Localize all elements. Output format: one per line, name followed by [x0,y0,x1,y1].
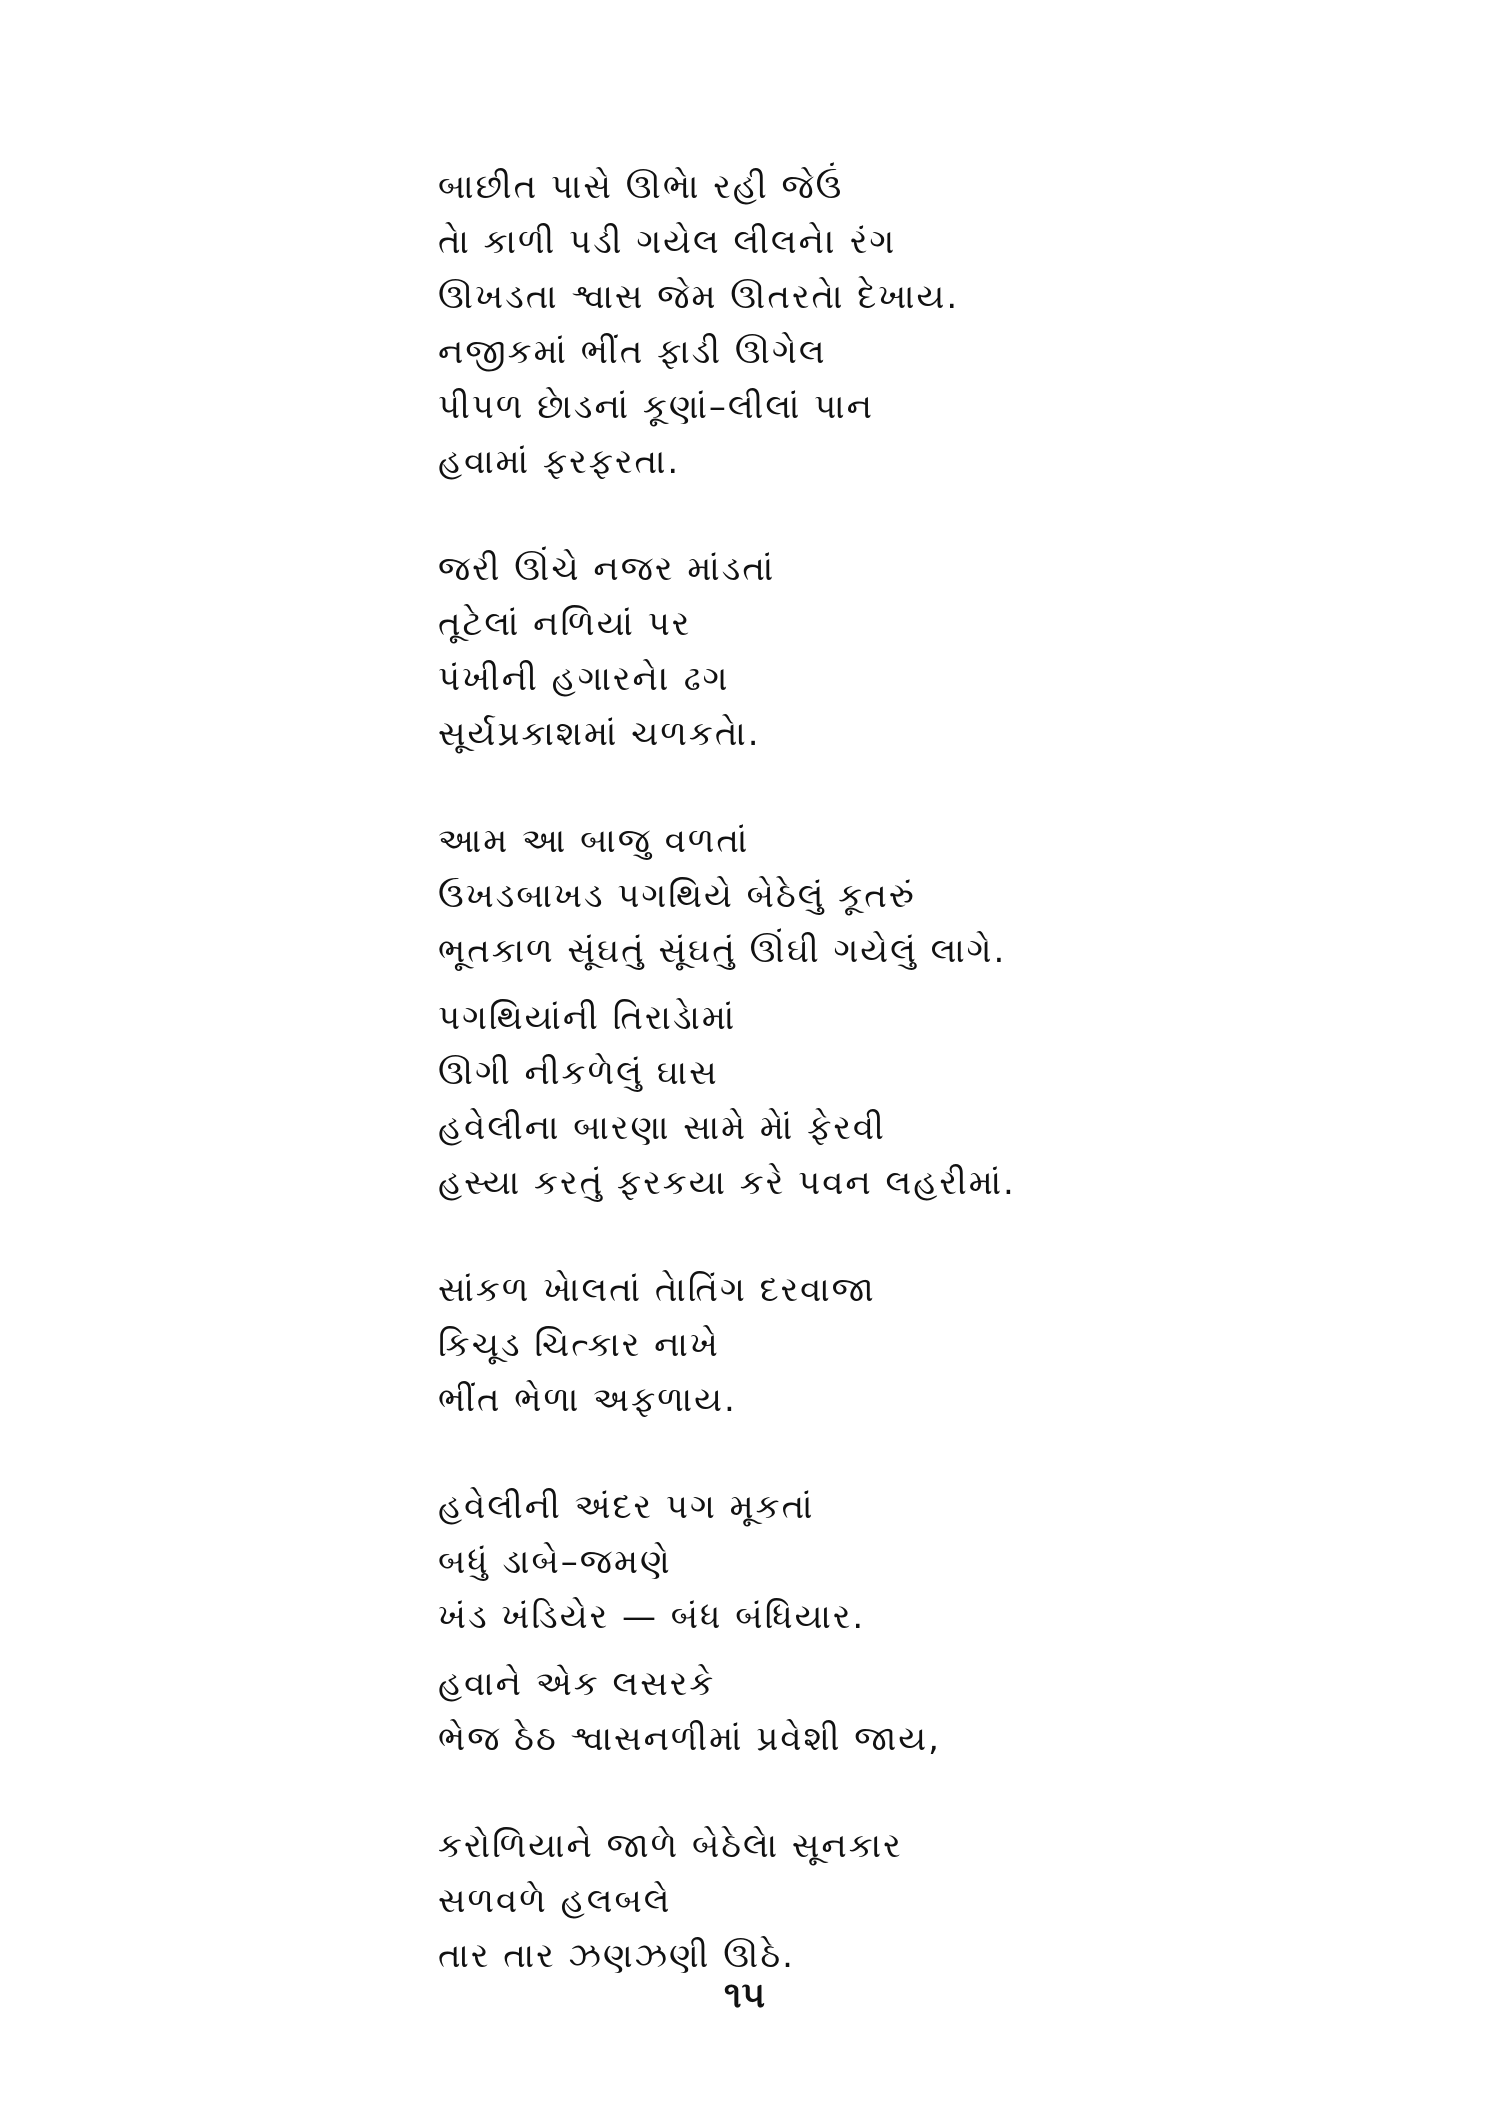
poem-line: સાંકળ ખેાલતાં તેાતિંગ દરવાજા [438,1270,876,1310]
poem-line: બાછીત પાસે ઊભેા રહી જેઉં [438,167,844,207]
poem-line: ઉખડબાખડ પગથિયે બેઠેલું કૂતરું [438,876,916,916]
stanza-gap [438,762,1388,814]
poem-line: ખંડ ખંડિયેર — બંધ બંધિયાર. [438,1597,866,1637]
poem-line: હવેલીની અંદર પગ મૂકતાં [438,1487,815,1527]
stanza-6 [438,1480,1388,1645]
poem-line: ભીંત ભેળા અફળાય. [438,1380,737,1420]
stanza-gap [438,1211,1388,1263]
poem-line: બધું ડાબે–જમણે [438,1542,672,1582]
poem-line: પંખીની હગારને। ઢગ [438,659,730,699]
stanza-7 [438,1657,1388,1767]
stanza-gap [438,490,1388,542]
poem-line: ભૂતકાળ સૂંઘતું સૂંઘતું ઊંઘી ગયેલું લાગે. [438,931,1007,971]
poem-line: ઊખડતા શ્વાસ જેમ ઊતરતેા દેખાય. [438,277,960,317]
poem-line: આમ આ બાજુ વળતાં [438,821,750,861]
stanza-gap [438,1767,1388,1819]
stanza-1 [438,160,1388,490]
stanza-gap [438,1428,1388,1480]
poem-line: તાર તાર ઝણઝણી ઊઠે. [438,1936,795,1976]
poem-line: સૂર્યપ્રકાશમાં ચળકતેા. [438,714,761,754]
poem-body [438,160,1388,1984]
stanza-8 [438,1819,1388,1984]
poem-line: હસ્યા કરતું ફરકયા કરે પવન લહરીમાં. [438,1163,1016,1203]
poem-line: સળવળે હલબલે [438,1881,672,1921]
stanza-2 [438,542,1388,762]
stanza-gap [438,979,1388,991]
stanza-5 [438,1263,1388,1428]
poem-line: ઊગી નીકળેલું ઘાસ [438,1053,719,1093]
poem-line: પગથિયાંની તિરાડેામાં [438,998,737,1038]
stanza-gap [438,1645,1388,1657]
poem-line: જરી ઊંચે નજર માંડતાં [438,549,776,589]
poem-line: તેા કાળી પડી ગયેલ લીલને। રંગ [438,222,897,262]
page-number: ૧૫ [723,1975,766,2016]
poem-line: હવેલીના બારણા સામે મેાં ફેરવી [438,1108,886,1148]
poem-line: કિચૂડ ચિત્કાર નાખે [438,1325,720,1365]
poem-line: હવામાં ફરફરતા. [438,442,681,482]
stanza-3 [438,814,1388,979]
poem-line: તૂટેલાં નળિયાં પર [438,604,692,644]
poem-line: નજીકમાં ભીંત ફાડી ઊગેલ [438,332,827,372]
poem-line: ભેજ ઠેઠ શ્વાસનળીમાં પ્રવેશી જાય, [438,1719,941,1759]
poem-line: કરોળિયાને જાળે બેઠેલેા સૂનકાર [438,1826,903,1866]
stanza-4 [438,991,1388,1211]
poem-line: પીપળ છેાડનાં કૂણાં–લીલાં પાન [438,387,874,427]
poem-line: હવાને એક લસરકે [438,1664,716,1704]
